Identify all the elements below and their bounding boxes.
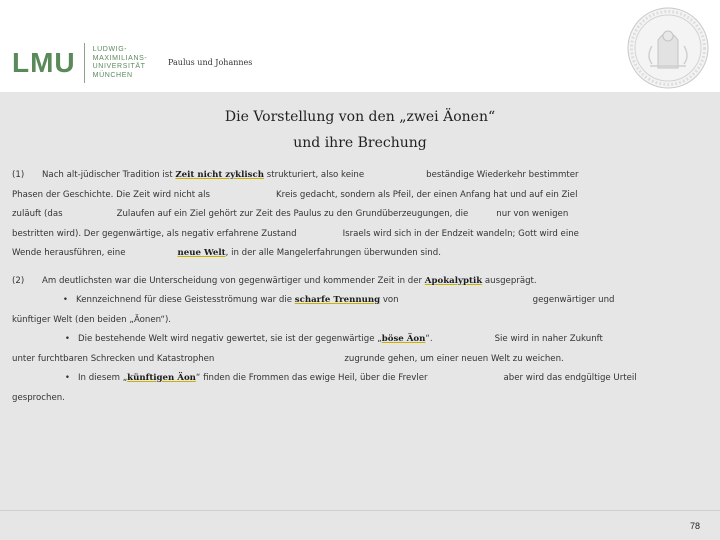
text-run: von [380, 295, 399, 305]
text-run: zuläuft (das [12, 209, 63, 219]
text-run: “ finden die Frommen das ewige Heil, über die Frevler [195, 373, 428, 383]
text-run: , in der alle Mangelerfahrungen überwunden sind. [225, 248, 441, 258]
footer-band [0, 510, 720, 540]
text-run: Phasen der Geschichte. Die Zeit wird nicht als [12, 189, 211, 200]
bullet-marker: • [62, 295, 68, 305]
paragraph-number: (2) [12, 275, 25, 286]
text-run: Wende herausführen, eine [12, 248, 126, 258]
logo-line: MÜNCHEN [92, 71, 133, 79]
emphasis-text: scharfe Trennung [294, 295, 381, 305]
bullet-marker: • [64, 373, 70, 383]
paragraph-2 [12, 272, 712, 409]
logo-mark: LMU [12, 47, 76, 78]
emphasis-text: böse Äon [381, 334, 426, 344]
text-run: Kreis gedacht, sondern als Pfeil, der einen Anfang hat und auf ein Ziel [276, 189, 578, 200]
logo-line: MAXIMILIANS- [92, 54, 148, 62]
slide-header [0, 0, 720, 90]
text-run: nur von wenigen [496, 209, 569, 219]
bullet-marker: • [64, 334, 70, 344]
logo-line: UNIVERSITÄT [92, 63, 146, 70]
paragraph-1 [12, 166, 712, 264]
text-run: zugrunde gehen, um einer neuen Welt zu weichen. [344, 353, 564, 364]
text-run: Sie wird in naher Zukunft [494, 334, 603, 344]
logo-line: LUDWIG- [92, 46, 128, 53]
university-logo [12, 38, 162, 88]
text-run: bestritten wird). Der gegenwärtige, als negativ erfahrene Zustand [12, 228, 297, 239]
text-run: ausgeprägt. [482, 275, 537, 286]
slide-title-line: und ihre Brechung [293, 135, 427, 151]
text-run: beständige Wiederkehr bestimmter [426, 170, 579, 180]
text-run: gegenwärtiger und [532, 295, 615, 305]
slide-body [12, 166, 712, 408]
logo-wordmark [93, 46, 148, 80]
text-run: künftiger Welt (den beiden „Äonen“). [12, 314, 172, 325]
text-run: Nach alt-jüdischer Tradition ist [42, 170, 176, 180]
emphasis-text: neue Welt [177, 248, 226, 258]
text-run: aber wird das endgültige Urteil [503, 373, 637, 383]
paragraph-number: (1) [12, 170, 25, 180]
text-run: Kennzeichnend für diese Geistesströmung war die [76, 295, 295, 305]
page-number: 78 [689, 521, 700, 531]
lecture-title: Paulus und Johannes [168, 58, 253, 67]
text-run: Zulaufen auf ein Ziel gehört zur Zeit des Paulus zu den Grundüberzeugungen, die [116, 209, 469, 219]
footer-divider [0, 510, 720, 511]
text-run: Die bestehende Welt wird negativ gewertet, sie ist der gegenwärtige „ [78, 334, 382, 344]
emphasis-text: Apokalyptik [424, 275, 483, 286]
emphasis-text: Zeit nicht zyklisch [175, 170, 264, 180]
text-run: strukturiert, also keine [264, 170, 365, 180]
university-seal-icon [626, 6, 710, 90]
text-run: In diesem „ [78, 373, 128, 383]
slide-title [0, 104, 720, 156]
text-run: Israels wird sich in der Endzeit wandeln; Gott wird eine [342, 228, 579, 239]
text-run: “. [425, 334, 433, 344]
text-run: unter furchtbaren Schrecken und Katastrophen [12, 353, 215, 364]
text-run: Am deutlichsten war die Unterscheidung von gegenwärtiger und kommender Zeit in der [42, 275, 425, 286]
logo-divider [84, 43, 85, 83]
text-run: gesprochen. [12, 392, 65, 403]
emphasis-text: künftigen Äon [127, 373, 196, 383]
slide-title-line: Die Vorstellung von den „zwei Äonen“ [224, 109, 496, 125]
